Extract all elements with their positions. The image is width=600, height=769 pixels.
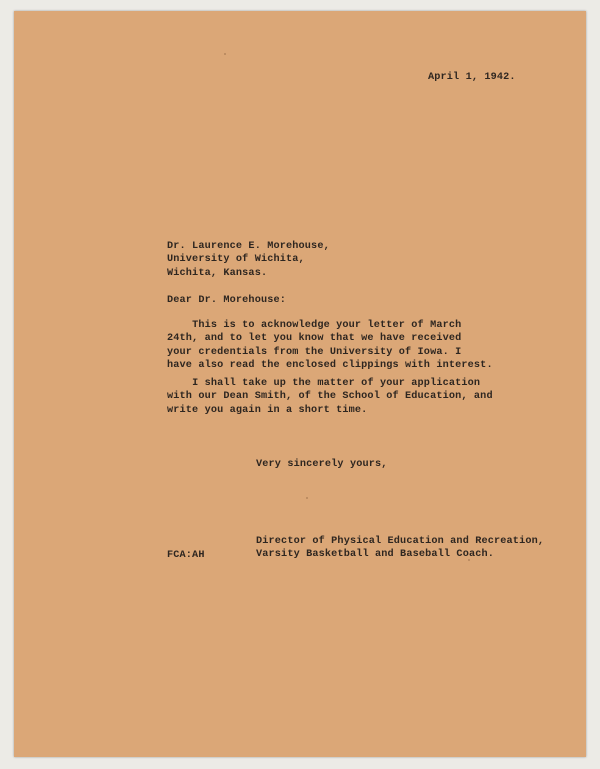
signature-title-line: Director of Physical Education and Recreation, <box>256 536 545 547</box>
paper-speck <box>306 497 308 499</box>
recipient-institution: University of Wichita, <box>167 254 305 266</box>
signature-title-line: Varsity Basketball and Baseball Coach. <box>256 549 495 561</box>
letter-page <box>14 11 586 757</box>
paragraph-2-line: I shall take up the matter of your application <box>192 378 481 389</box>
paragraph-2 <box>167 377 493 417</box>
complimentary-closing: Very sincerely yours, <box>256 459 388 470</box>
recipient-name: Dr. Laurence E. Morehouse, <box>167 241 330 252</box>
recipient-address <box>167 240 330 280</box>
paragraph-1-line: your credentials from the University of Iowa. I <box>167 346 462 358</box>
salutation: Dear Dr. Morehouse: <box>167 295 287 306</box>
recipient-city: Wichita, Kansas. <box>167 267 268 279</box>
paragraph-2-line: with our Dean Smith, of the School of Education, and <box>167 391 493 403</box>
paragraph-1-line: 24th, and to let you know that we have received <box>167 333 462 345</box>
paragraph-2-line: write you again in a short time. <box>167 404 368 416</box>
paragraph-1 <box>167 319 493 372</box>
paragraph-1-line: This is to acknowledge your letter of March <box>192 320 462 331</box>
letter-date: April 1, 1942. <box>428 72 516 83</box>
paragraph-1-line: have also read the enclosed clippings with interest. <box>167 359 493 371</box>
signature-title <box>256 535 544 562</box>
paper-speck <box>468 559 470 561</box>
typist-initials: FCA:AH <box>167 550 205 561</box>
paper-speck <box>224 53 226 55</box>
